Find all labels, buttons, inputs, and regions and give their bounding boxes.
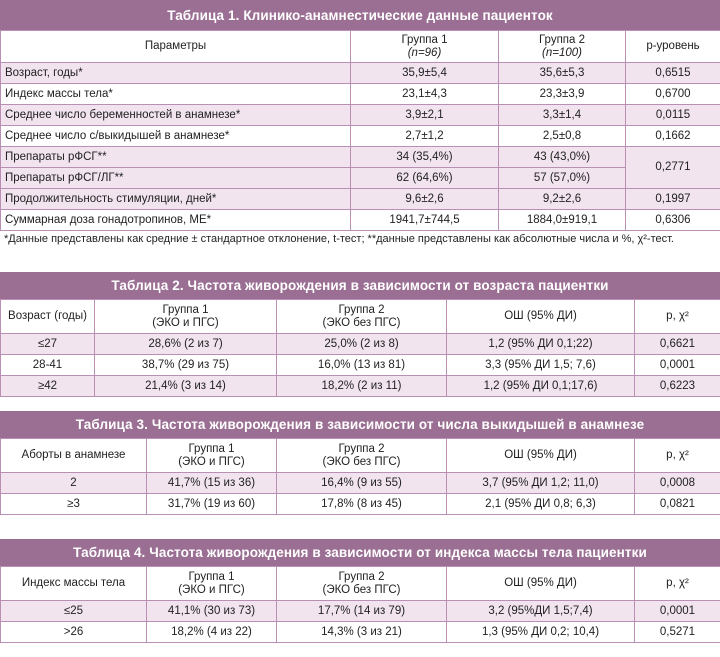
table-row: ≤27 28,6% (2 из 7) 25,0% (2 из 8) 1,2 (95% ДИ 0,1;22) 0,6621 [1, 334, 720, 355]
header-group2: Группа 2 (n=100) [499, 31, 626, 63]
header-p: р-уровень [626, 31, 720, 63]
table-row: Препараты рФСГ/ЛГ** 62 (64,6%) 57 (57,0%) [1, 168, 720, 189]
table-row: Препараты рФСГ** 34 (35,4%) 43 (43,0%) 0,2771 [1, 147, 720, 168]
table-row: Продолжительность стимуляции, дней* 9,6±2,6 9,2±2,6 0,1997 [1, 189, 720, 210]
table-3-grid [0, 438, 720, 515]
table-row: Среднее число беременностей в анамнезе* 3,9±2,1 3,3±1,4 0,0115 [1, 105, 720, 126]
table-row: ≤25 41,1% (30 из 73) 17,7% (14 из 79) 3,2 (95%ДИ 1,5;7,4) 0,0001 [1, 601, 720, 622]
table-4-grid [0, 566, 720, 643]
table-row: ≥3 31,7% (19 из 60) 17,8% (8 из 45) 2,1 (95% ДИ 0,8; 6,3) 0,0821 [1, 494, 720, 515]
table-row: ≥42 21,4% (3 из 14) 18,2% (2 из 11) 1,2 (95% ДИ 0,1;17,6) 0,6223 [1, 376, 720, 397]
header-params: Параметры [1, 31, 351, 63]
table-row: Индекс массы тела* 23,1±4,3 23,3±3,9 0,6700 [1, 84, 720, 105]
table-row: 28-41 38,7% (29 из 75) 16,0% (13 из 81) 3,3 (95% ДИ 1,5; 7,6) 0,0001 [1, 355, 720, 376]
table-2 [0, 272, 720, 397]
table-2-grid [0, 299, 720, 397]
table-row: Возраст, годы* 35,9±5,4 35,6±5,3 0,6515 [1, 63, 720, 84]
table-3-header-row: Аборты в анамнезе Группа 1 (ЭКО и ПГС) Группа 2 (ЭКО без ПГС) ОШ (95% ДИ) p, χ² [1, 439, 720, 473]
table-2-header-row: Возраст (годы) Группа 1 (ЭКО и ПГС) Группа 2 (ЭКО без ПГС) ОШ (95% ДИ) p, χ² [1, 300, 720, 334]
table-2-title: Таблица 2. Частота живорождения в зависимости от возраста пациентки [0, 272, 720, 299]
table-4-header-row: Индекс массы тела Группа 1 (ЭКО и ПГС) Группа 2 (ЭКО без ПГС) ОШ (95% ДИ) p, χ² [1, 567, 720, 601]
table-row: 2 41,7% (15 из 36) 16,4% (9 из 55) 3,7 (95% ДИ 1,2; 11,0) 0,0008 [1, 473, 720, 494]
table-row: Среднее число с/выкидышей в анамнезе* 2,7±1,2 2,5±0,8 0,1662 [1, 126, 720, 147]
table-row: Суммарная доза гонадотропинов, МЕ* 1941,7±744,5 1884,0±919,1 0,6306 [1, 210, 720, 231]
table-1-title: Таблица 1. Клинико-анамнестические данные пациенток [0, 0, 720, 30]
header-group1: Группа 1 (n=96) [351, 31, 499, 63]
table-row: >26 18,2% (4 из 22) 14,3% (3 из 21) 1,3 (95% ДИ 0,2; 10,4) 0,5271 [1, 622, 720, 643]
table-4-title: Таблица 4. Частота живорождения в зависимости от индекса массы тела пациентки [0, 539, 720, 566]
table-3-title: Таблица 3. Частота живорождения в зависимости от числа выкидышей в анамнезе [0, 411, 720, 438]
merged-p-cell: 0,2771 [626, 147, 720, 189]
table-1-footnote: *Данные представлены как средние ± стандартное отклонение, t-тест; **данные представлены как абсолютные числа и %, χ²-тест. [4, 233, 674, 245]
table-1-grid [0, 30, 720, 231]
table-1-header-row [1, 31, 720, 63]
table-3 [0, 411, 720, 515]
table-1 [0, 0, 720, 231]
table-4 [0, 539, 720, 643]
